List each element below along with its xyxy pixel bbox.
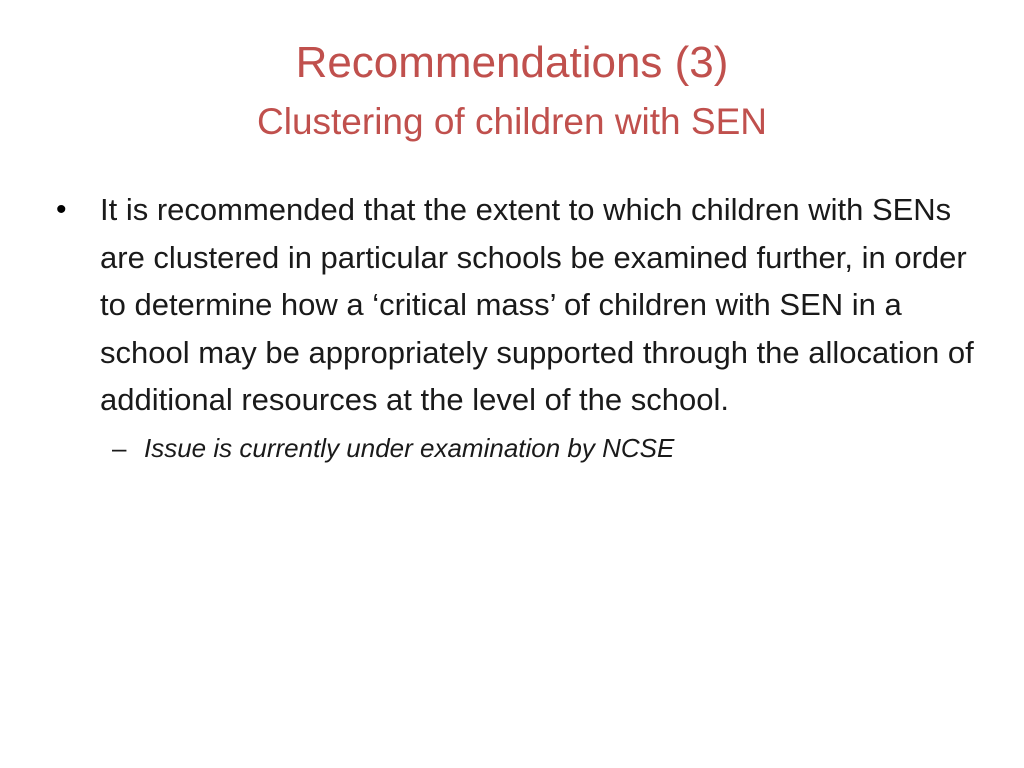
slide-title: Recommendations (3) bbox=[295, 38, 729, 87]
sub-bullet-text: Issue is currently under examination by NCSE bbox=[144, 432, 675, 463]
slide-subtitle: Clustering of children with SEN bbox=[257, 101, 767, 142]
sub-bullet-item bbox=[56, 426, 976, 470]
bullet-text: It is recommended that the extent to which children with SENs are clustered in particular schools be examined further, in order to determine how a ‘critical mass’ of children with SEN in a school may be appropriately supported through the allocation of additional resources at the level of the school. bbox=[100, 192, 974, 417]
bullet-item bbox=[56, 186, 976, 424]
slide-body bbox=[56, 186, 976, 470]
title-block bbox=[0, 36, 1024, 146]
bullet-dot-icon: • bbox=[56, 193, 67, 226]
dash-icon: – bbox=[112, 432, 127, 463]
